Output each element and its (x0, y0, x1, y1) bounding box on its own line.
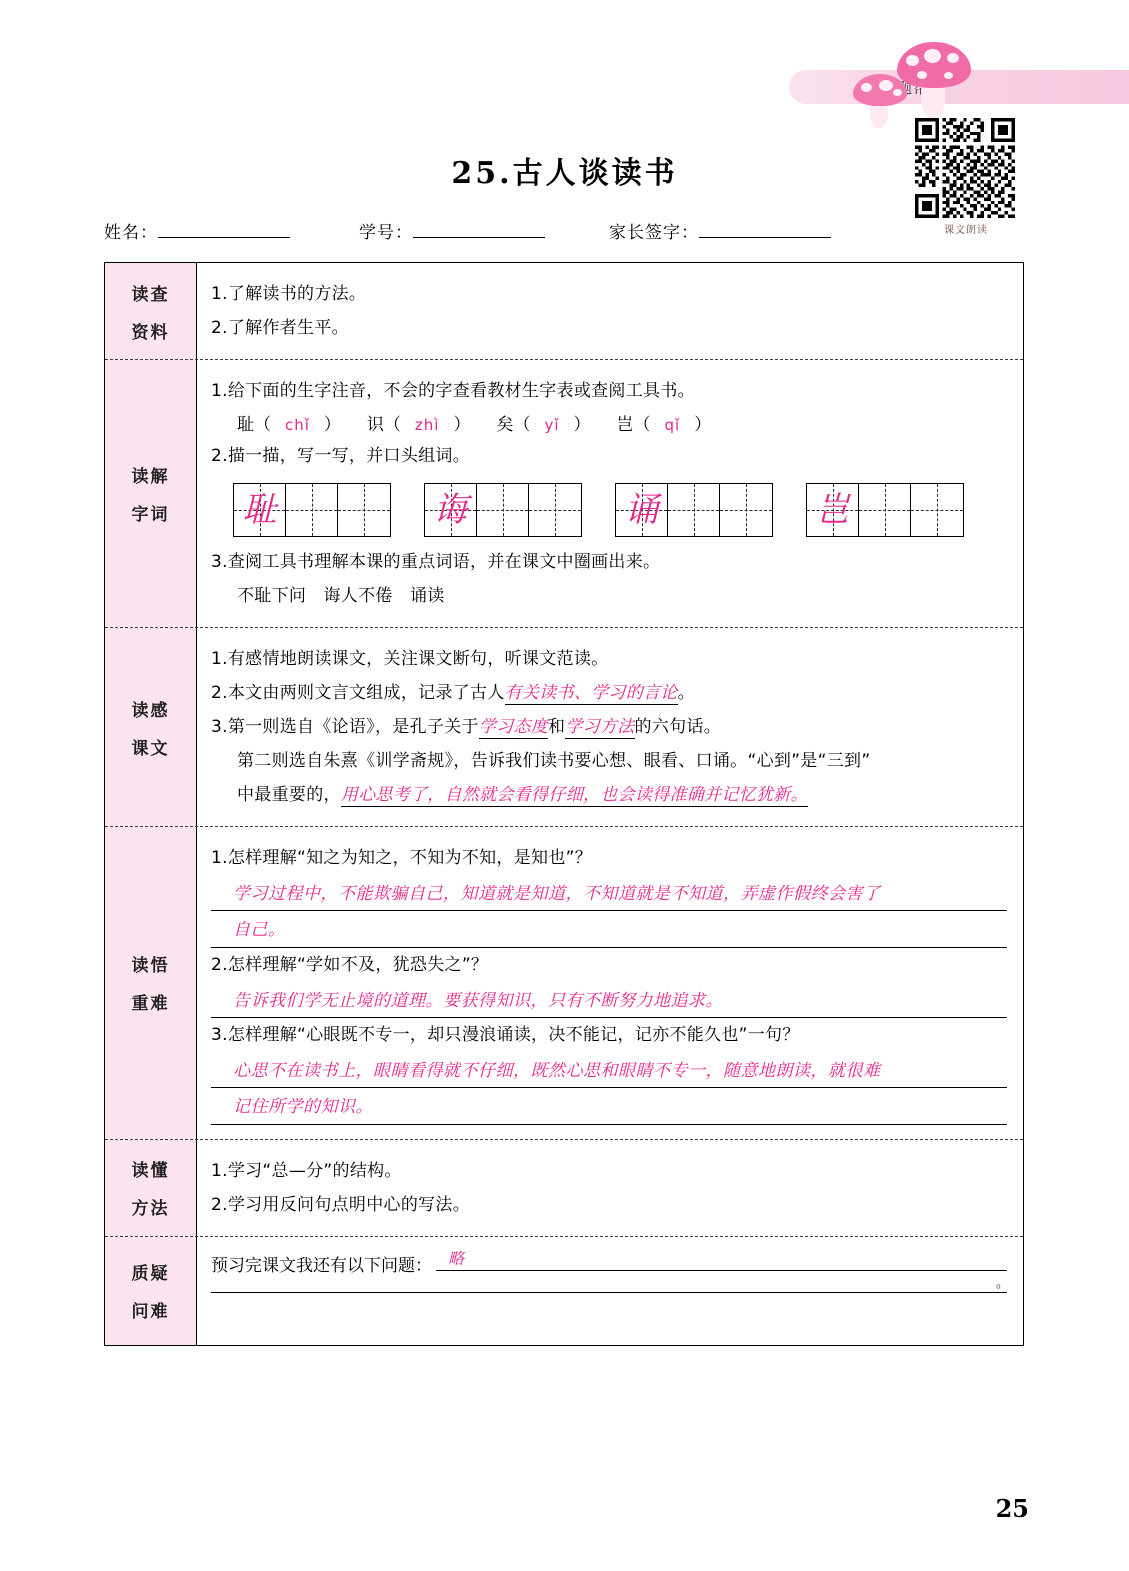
feel-item-3-suffix: 的六句话。 (634, 717, 722, 737)
char-cell-filled (616, 484, 668, 536)
feel-item-4-line1: 第二则选自朱熹《训学斋规》，告诉我们读书要心想、眼看、口诵。“心到”是“三到” (237, 751, 871, 771)
section-label-question-line1: 质疑 (131, 1264, 170, 1285)
section-label-method-line1: 读懂 (131, 1161, 170, 1182)
section-body-check (197, 263, 1023, 359)
check-item-1: 1.了解读书的方法。 (211, 284, 367, 304)
name-blank[interactable] (158, 221, 290, 238)
pinyin-char-3: 矣 (496, 415, 514, 435)
section-label-feel (105, 628, 197, 826)
section-label-words (105, 360, 197, 627)
section-feel-text (105, 628, 1023, 827)
section-label-check-line1: 读查 (131, 284, 170, 305)
question-answer-blank-2-wrap (211, 1275, 1009, 1293)
name-field[interactable] (104, 218, 290, 243)
feel-item-3-mid: 和 (548, 717, 566, 737)
parent-signature-blank[interactable] (699, 221, 831, 238)
top-banner (0, 58, 1129, 104)
qr-caption: 课文朗读 (944, 225, 988, 236)
question-answer-text: 略 (448, 1248, 465, 1268)
feel-item-4-answer[interactable]: 用心思考了，自然就会看得仔细，也会读得准确并记忆犹新。 (340, 785, 808, 805)
question-prompt: 预习完课文我还有以下问题： (211, 1255, 432, 1276)
character-practice-row (211, 483, 1007, 537)
name-label: 姓名： (104, 223, 158, 243)
char-cell-empty[interactable] (338, 484, 390, 536)
char-cell-filled (425, 484, 477, 536)
method-item-2: 2.学习用反问句点明中心的写法。 (211, 1194, 471, 1215)
worksheet-table (104, 262, 1024, 1346)
page-title: 25.古人谈读书 (451, 156, 678, 191)
char-cell-empty[interactable] (477, 484, 529, 536)
student-id-blank[interactable] (413, 221, 545, 238)
words-vocab-list: 不耻下问 诲人不倦 诵读 (237, 586, 445, 606)
char-cell-empty[interactable] (529, 484, 581, 536)
parent-signature-field[interactable] (609, 218, 831, 243)
section-label-check-line2: 资料 (131, 322, 170, 343)
pinyin-item-2: 识（ zhì ） (366, 415, 471, 435)
feel-item-1: 1.有感情地朗读课文，关注课文断句，听课文范读。 (211, 649, 609, 669)
section-comprehend (105, 827, 1023, 1140)
student-info-row (104, 218, 1024, 248)
practice-char-2: 诲 (433, 490, 468, 530)
feel-item-2-answer[interactable]: 有关读书、学习的言论 (504, 683, 678, 703)
section-label-words-line1: 读解 (131, 467, 170, 487)
feel-item-3-answer-2[interactable]: 学习方法 (565, 717, 635, 737)
question-answer-blank-1[interactable] (436, 1248, 1007, 1271)
char-cell-filled (234, 484, 286, 536)
method-item-1: 1.学习“总—分”的结构。 (211, 1160, 402, 1181)
comprehend-answer-1-line1[interactable]: 学习过程中，不能欺骗自己，知道就是知道，不知道就是不知道，弄虚作假终会害了 (211, 875, 1007, 911)
section-label-method (105, 1140, 197, 1236)
section-label-question-line2: 问难 (131, 1302, 170, 1323)
section-label-words-line2: 字词 (131, 505, 170, 525)
comprehend-answer-3-line1[interactable]: 心思不在读书上，眼睛看得就不仔细，既然心思和眼睛不专一，随意地朗读，就很难 (211, 1052, 1007, 1088)
check-item-2: 2.了解作者生平。 (211, 318, 349, 338)
section-question (105, 1237, 1023, 1345)
comprehend-answer-1-line2[interactable]: 自己。 (211, 911, 1007, 947)
comprehend-question-1: 1.怎样理解“知之为知之，不知为不知，是知也”？ (211, 848, 593, 868)
pinyin-value-1[interactable]: chǐ (285, 416, 310, 434)
comprehend-question-3: 3.怎样理解“心眼既不专一，却只漫浪诵读，决不能记，记亦不能久也”一句？ (211, 1025, 800, 1046)
page-number: 25 (995, 1494, 1029, 1523)
pinyin-value-3[interactable]: yǐ (544, 416, 560, 434)
pinyin-item-3: 矣（ yǐ ） (496, 415, 591, 435)
char-practice-group-3[interactable] (615, 483, 773, 537)
question-prompt-row (211, 1248, 1007, 1276)
words-item-3-prompt: 3.查阅工具书理解本课的重点词语，并在课文中圈画出来。 (211, 552, 661, 572)
practice-char-4: 岂 (815, 490, 850, 530)
section-label-method-line2: 方法 (131, 1199, 170, 1220)
pinyin-value-4[interactable]: qǐ (664, 416, 681, 434)
words-item-1-prompt: 1.给下面的生字注音，不会的字查看教材生字表或查阅工具书。 (211, 381, 695, 401)
student-id-label: 学号： (359, 223, 413, 243)
char-cell-empty[interactable] (911, 484, 963, 536)
char-cell-empty[interactable] (859, 484, 911, 536)
mushroom-large-icon (897, 42, 971, 112)
section-body-comprehend (197, 827, 1023, 1139)
question-answer-blank-2[interactable] (211, 1292, 1007, 1293)
char-practice-group-1[interactable] (233, 483, 391, 537)
section-label-comprehend-line2: 重难 (131, 994, 170, 1015)
words-item-2-prompt: 2.描一描，写一写，并口头组词。 (211, 446, 471, 466)
pinyin-answer-row (211, 410, 1007, 435)
section-label-comprehend-line1: 读悟 (131, 956, 170, 977)
practice-char-3: 诵 (624, 490, 659, 530)
section-label-feel-line2: 课文 (131, 738, 170, 759)
section-label-comprehend (105, 827, 197, 1139)
feel-item-3-prefix: 3.第一则选自《论语》，是孔子关于 (211, 717, 479, 737)
section-check-materials (105, 263, 1023, 360)
feel-item-2-prefix: 2.本文由两则文言文组成，记录了古人 (211, 683, 505, 703)
feel-item-3 (211, 710, 1007, 744)
char-cell-empty[interactable] (668, 484, 720, 536)
section-body-words (197, 360, 1023, 627)
section-body-question (197, 1237, 1023, 1345)
feel-item-4-line2-prefix: 中最重要的， (237, 785, 341, 805)
section-label-feel-line1: 读感 (131, 700, 170, 721)
char-cell-empty[interactable] (720, 484, 772, 536)
pinyin-char-4: 岂 (616, 415, 634, 435)
parent-signature-label: 家长签字： (609, 223, 699, 243)
char-practice-group-4[interactable] (806, 483, 964, 537)
section-body-feel (197, 628, 1023, 826)
char-cell-filled (807, 484, 859, 536)
pinyin-char-2: 识 (366, 415, 384, 435)
practice-char-1: 耻 (242, 490, 277, 530)
question-tail-mark: 。 (995, 1275, 1009, 1291)
section-words (105, 360, 1023, 628)
section-method (105, 1140, 1023, 1237)
section-label-question (105, 1237, 197, 1345)
comprehend-answer-3-line2[interactable]: 记住所学的知识。 (211, 1088, 1007, 1124)
feel-item-4-line2 (211, 778, 1007, 812)
pinyin-item-4: 岂（ qǐ ） (616, 415, 712, 435)
section-body-method (197, 1140, 1023, 1236)
feel-item-3-answer-1[interactable]: 学习态度 (478, 717, 549, 737)
char-cell-empty[interactable] (286, 484, 338, 536)
comprehend-answer-2-line1[interactable]: 告诉我们学无止境的道理。要获得知识，只有不断努力地追求。 (211, 982, 1007, 1018)
section-label-check (105, 263, 197, 359)
pinyin-value-2[interactable]: zhì (414, 416, 440, 434)
pinyin-char-1: 耻 (237, 415, 254, 435)
char-practice-group-2[interactable] (424, 483, 582, 537)
feel-item-2 (211, 676, 1007, 710)
comprehend-question-2: 2.怎样理解“学如不及，犹恐失之”？ (211, 954, 489, 975)
student-id-field[interactable] (359, 218, 545, 243)
feel-item-2-suffix: 。 (677, 683, 695, 703)
pinyin-item-1: 耻（ chǐ ） (237, 415, 341, 435)
